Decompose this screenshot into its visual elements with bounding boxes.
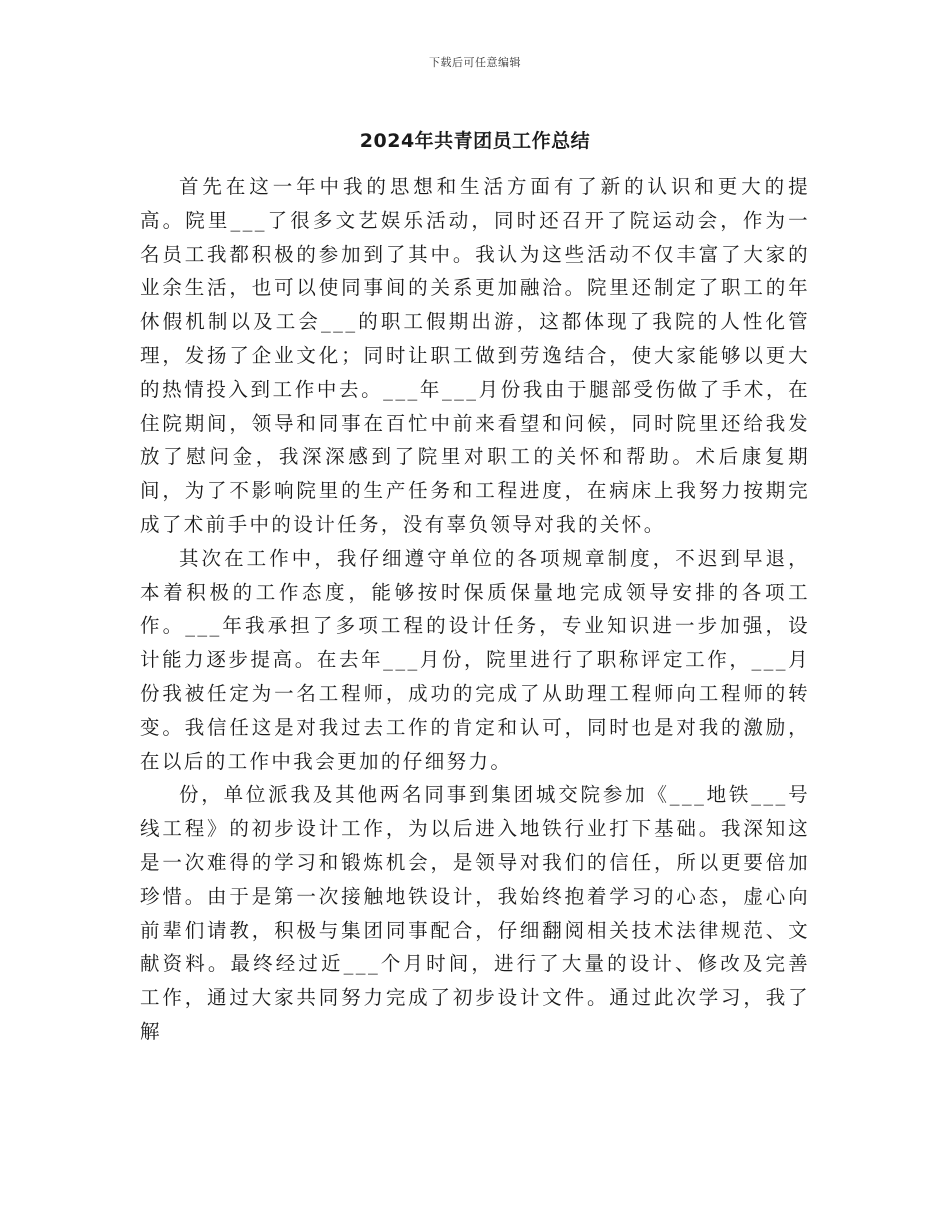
- page-header-note: 下载后可任意编辑: [429, 56, 521, 69]
- paragraph-2: 其次在工作中，我仔细遵守单位的各项规章制度，不迟到早退，本着积极的工作态度，能够按时保质保量地完成领导安排的各项工作。___年我承担了多项工程的设计任务，专业知识进一步加强，设计能力逐步提高。在去年___月份，院里进行了职称评定工作，___月份我被任定为一名工程师，成功的完成了从助理工程师向工程师的转变。我信任这是对我过去工作的肯定和认可，同时也是对我的激励，在以后的工作中我会更加的仔细努力。: [140, 546, 810, 773]
- paragraph-3: 份，单位派我及其他两名同事到集团城交院参加《___地铁___号线工程》的初步设计工作，为以后进入地铁行业打下基础。我深知这是一次难得的学习和锻炼机会，是领导对我们的信任，所以更要倍加珍惜。由于是第一次接触地铁设计，我始终抱着学习的心态，虚心向前辈们请教，积极与集团同事配合，仔细翻阅相关技术法律规范、文献资料。最终经过近___个月时间，进行了大量的设计、修改及完善工作，通过大家共同努力完成了初步设计文件。通过此次学习，我了解: [140, 783, 810, 1043]
- document-body: [140, 170, 810, 1049]
- paragraph-1: 首先在这一年中我的思想和生活方面有了新的认识和更大的提高。院里___了很多文艺娱乐活动，同时还召开了院运动会，作为一名员工我都积极的参加到了其中。我认为这些活动不仅丰富了大家的业余生活，也可以使同事间的关系更加融洽。院里还制定了职工的年休假机制以及工会___的职工假期出游，这都体现了我院的人性化管理，发扬了企业文化；同时让职工做到劳逸结合，使大家能够以更大的热情投入到工作中去。___年___月份我由于腿部受伤做了手术，在住院期间，领导和同事在百忙中前来看望和问候，同时院里还给我发放了慰问金，我深深感到了院里对职工的关怀和帮助。术后康复期间，为了不影响院里的生产任务和工程进度，在病床上我努力按期完成了术前手中的设计任务，没有辜负领导对我的关怀。: [140, 175, 810, 536]
- document-title: 2024年共青团员工作总结: [359, 130, 591, 152]
